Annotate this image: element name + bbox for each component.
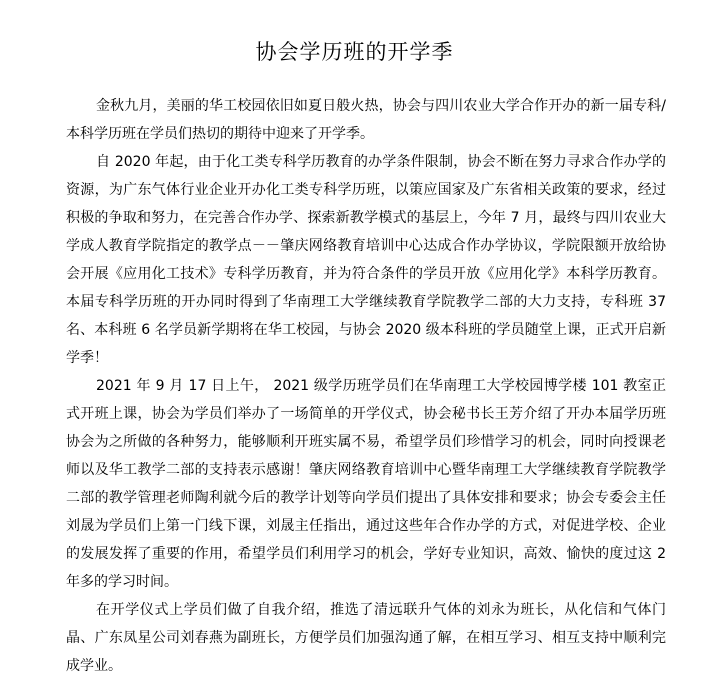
paragraph-4: 在开学仪式上学员们做了自我介绍，推选了清远联升气体的刘永为班长，从化信和气体门晶、广东凤星公司刘春燕为副班长，方便学员们加强沟通了解，在相互学习、相互支持中顺利完成学业。 bbox=[66, 602, 666, 674]
document-title: 协会学历班的开学季 bbox=[255, 40, 454, 64]
paragraph-2: 自 2020 年起，由于化工类专科学历教育的办学条件限制，协会不断在努力寻求合作办学的资源，为广东气体行业企业开办化工类专科学历班，以策应国家及广东省相关政策的要求，经过积极的争取和努力，在完善合作办学、探索新教学模式的基层上，今年 7 月，最终与四川农业大学成人教育学院指定的教学点－－肇庆网络教育培训中心达成合作办学协议，学院限额开放给协会开展《应用化工技术》专科学历教育，并为符合条件的学员开放《应用化学》本科学历教育。本届专科学历班的开办同时得到了华南理工大学继续教育学院教学二部的大力支持，专科班 37 名、本科班 6 名学员新学期将在华工校园，与协会 2020 级本科班的学员随堂上课，正式开启新学季！ bbox=[66, 154, 666, 366]
document-body bbox=[66, 92, 666, 680]
paragraph-3: 2021 年 9 月 17 日上午， 2021 级学历班学员们在华南理工大学校园博学楼 101 教室正式开班上课，协会为学员们举办了一场简单的开学仪式，协会秘书长王芳介绍了开办本届学历班协会为之所做的各种努力，能够顺利开班实属不易，希望学员们珍惜学习的机会，同时向授课老师以及华工教学二部的支持表示感谢！肇庆网络教育培训中心暨华南理工大学继续教育学院教学二部的教学管理老师陶利就今后的教学计划等向学员们提出了具体安排和要求；协会专委会主任刘晟为学员们上第一门线下课，刘晟主任指出，通过这些年合作办学的方式，对促进学校、企业的发展发挥了重要的作用，希望学员们利用学习的机会，学好专业知识，高效、愉快的度过这 2 年多的学习时间。 bbox=[66, 378, 666, 590]
paragraph-1: 金秋九月，美丽的华工校园依旧如夏日般火热，协会与四川农业大学合作开办的新一届专科/本科学历班在学员们热切的期待中迎来了开学季。 bbox=[66, 98, 666, 142]
